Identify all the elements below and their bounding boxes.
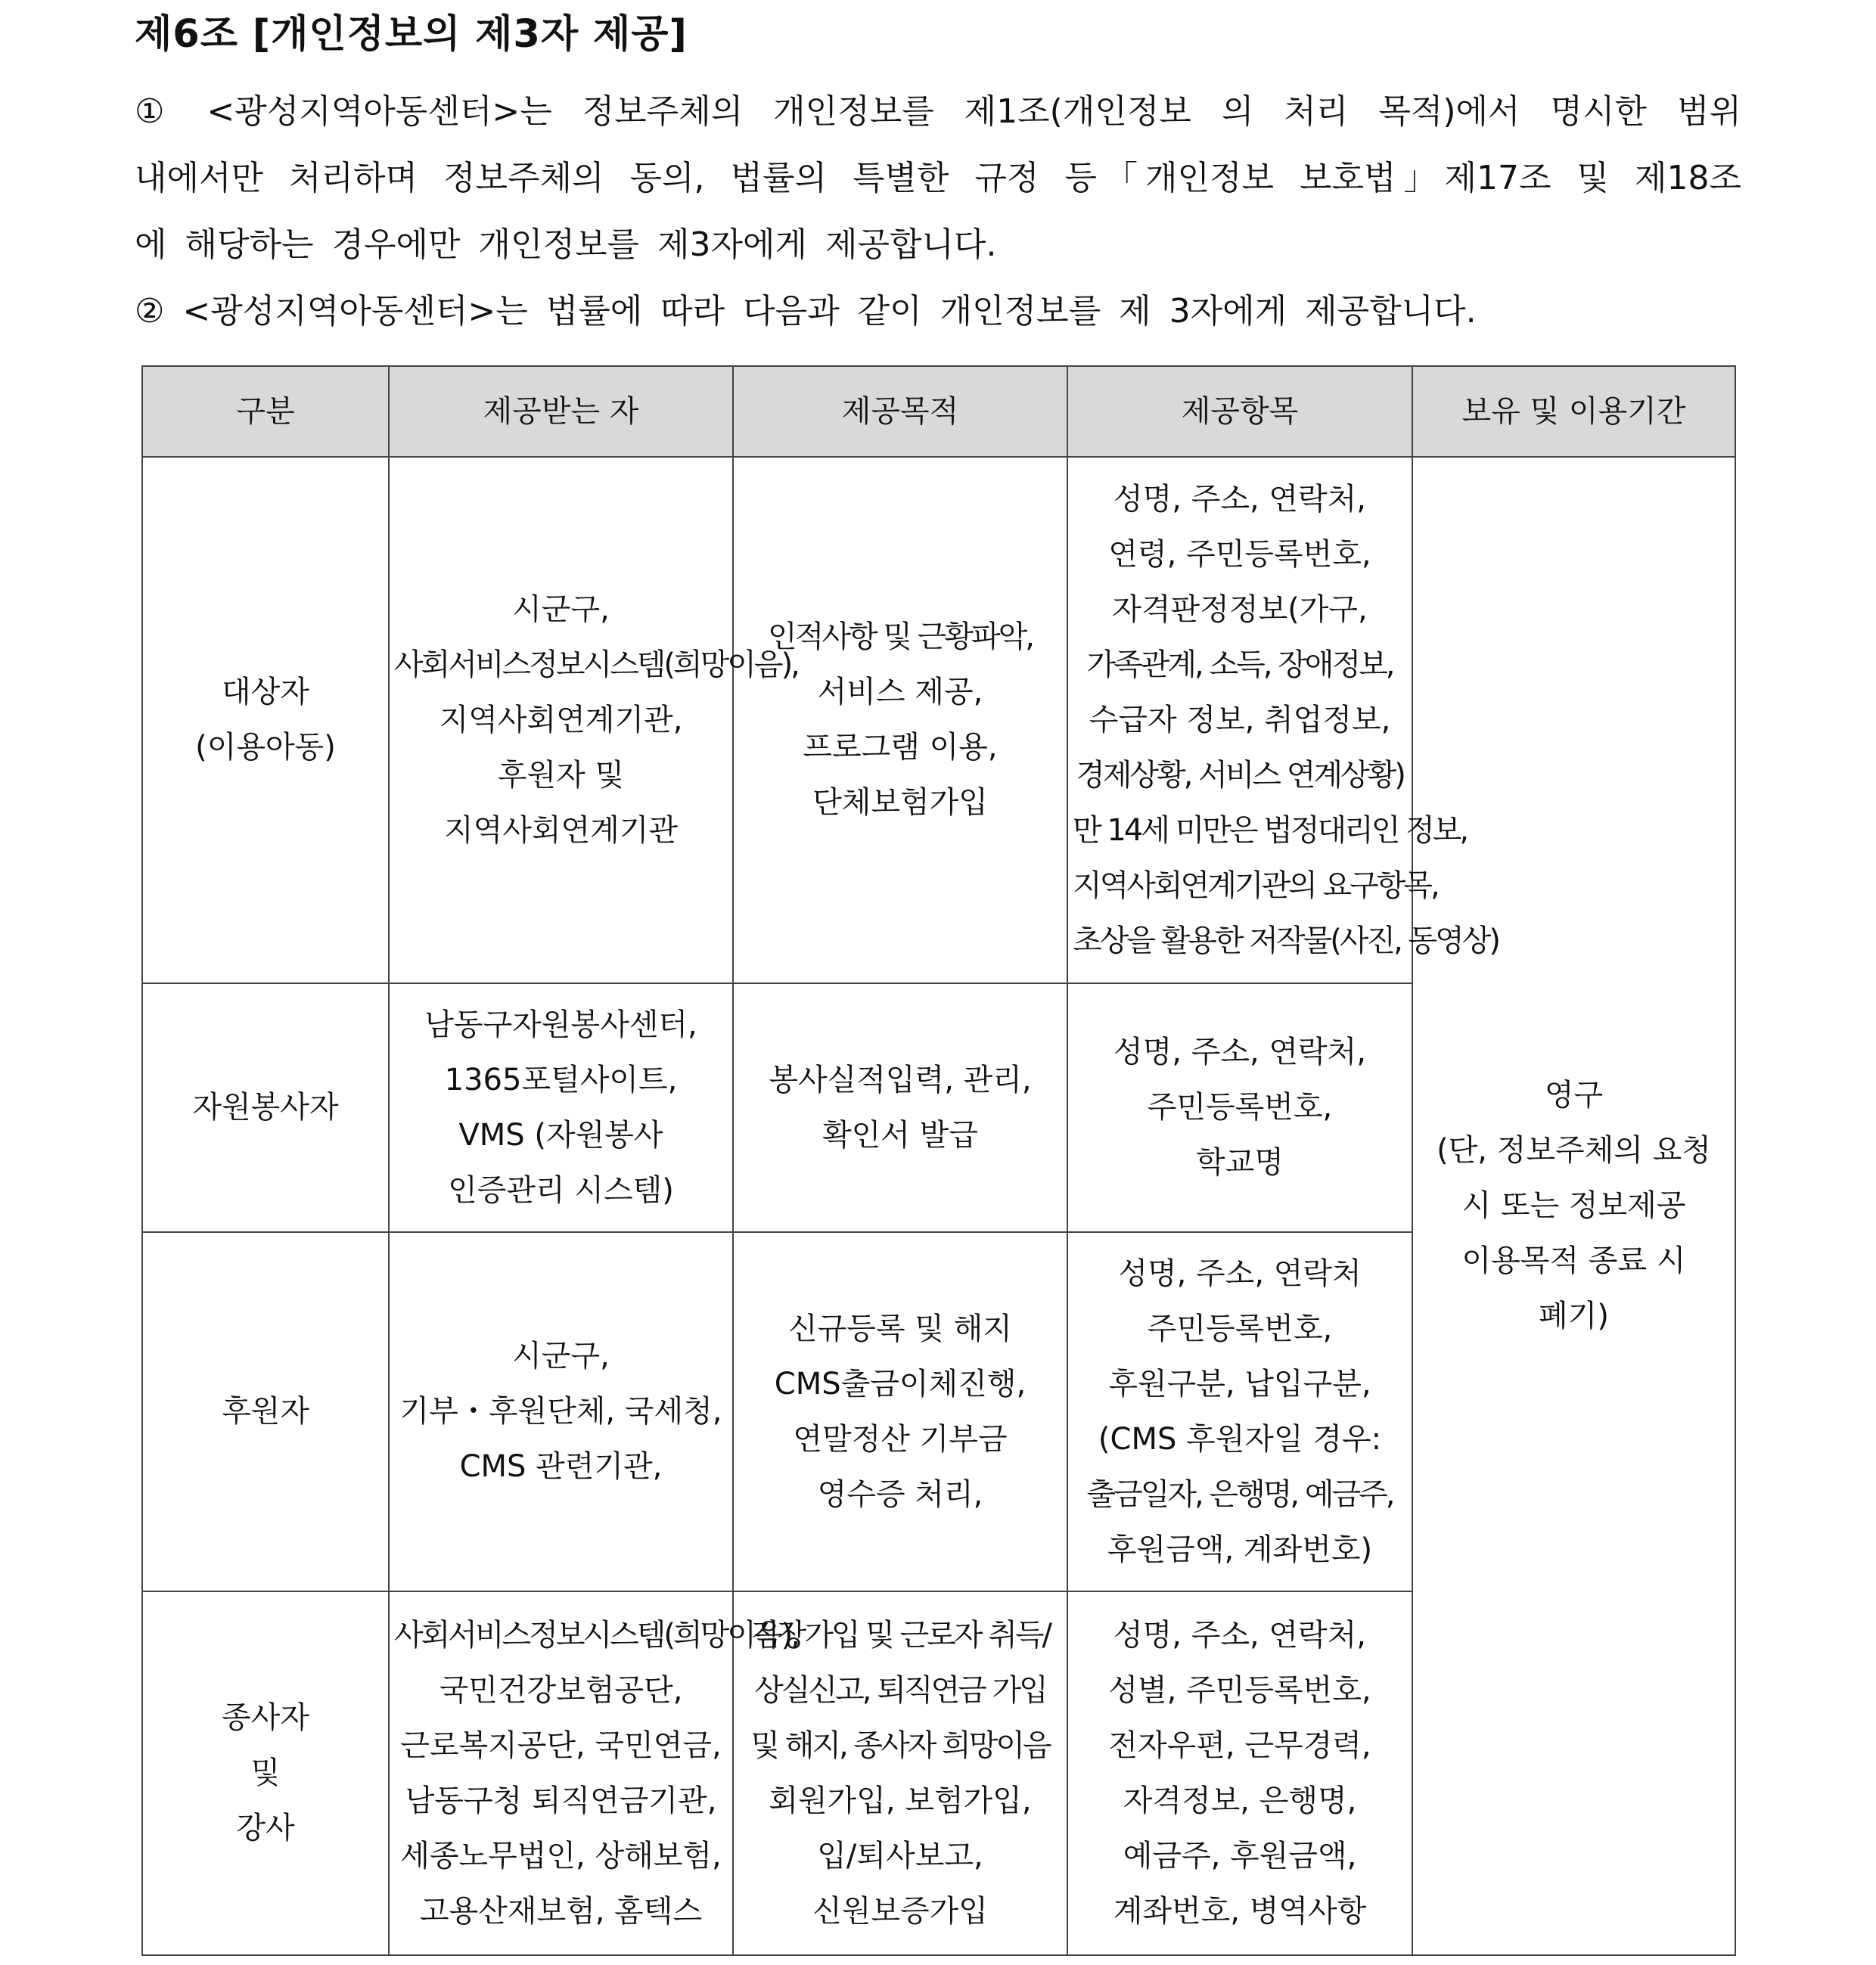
cell-purposes [733,457,1067,983]
header-purpose: 제공목적 [733,366,1067,457]
cell-purposes [733,1591,1067,1955]
cell-line: 프로그램 이용, [803,730,998,765]
cell-line: (CMS 후원자일 경우: [1098,1421,1382,1457]
cell-line: 단체보험가입 [812,785,988,820]
cell-line: 후원구분, 납입구분, [1108,1366,1371,1402]
cell-line: CMS 관련기관, [459,1449,663,1484]
cell-line: 폐기) [1539,1299,1609,1333]
cell-line: 남동구청 퇴직연금기관, [405,1783,717,1818]
paragraph-1-line-2: 내에서만 처리하며 정보주체의 동의, 법률의 특별한 규정 등「개인정보 보호법」제17조 및 제18조 [135,159,1741,197]
cell-line: 기부・후원단체, 국세청, [399,1394,722,1429]
cell-line: 자격정보, 은행명, [1123,1783,1357,1818]
cell-line: 서비스 제공, [817,675,983,709]
cell-line: 지역사회연계기관 [443,812,679,848]
cell-line: 세종노무법인, 상해보험, [400,1838,722,1873]
cell-line: 학교명 [1196,1145,1284,1180]
cell-items [1067,457,1499,983]
table-header-row [142,366,1735,457]
cell-line: 성명, 주소, 연락처, [1113,481,1367,517]
cell-line: 입/퇴사보고, [817,1838,983,1873]
cell-line: (단, 정보주체의 요청 [1437,1133,1711,1168]
cell-category [142,1232,389,1591]
cell-items [1067,1232,1412,1591]
cell-line: 연말정산 기부금 [793,1421,1008,1457]
cell-items [1067,1591,1412,1955]
cell-category [142,457,389,983]
cell-line: 남동구자원봉사센터, [424,1007,697,1042]
cell-line: 성명, 주소, 연락처, [1113,1035,1367,1069]
cell-line: 성명, 주소, 연락처 [1118,1256,1362,1291]
cell-line: 및 해지, 종사자 희망이음 [750,1728,1050,1763]
cell-line: 초상을 활용한 저작물(사진, 동영상) [1073,923,1499,958]
cell-line: 만 14세 미만은 법정대리인 정보, [1073,812,1468,848]
cell-purposes [733,983,1067,1232]
header-items: 제공항목 [1067,366,1412,457]
cell-retention [1412,457,1735,1955]
cell-category [142,983,389,1232]
cell-line: 출금일자, 은행명, 예금주, [1086,1476,1393,1512]
cell-line: 및 [250,1755,281,1790]
cell-line: 사회서비스정보시스템(희망이음), [394,647,798,682]
cell-line: 주민등록번호, [1147,1090,1333,1125]
cell-line: 주민등록번호, [1147,1311,1333,1346]
cell-line: 강사 [236,1811,295,1845]
cell-line: 자격판정정보(가구, [1112,591,1368,627]
cell-recipients [389,1232,733,1591]
cell-line: 예금주, 후원금액, [1123,1838,1357,1873]
cell-line: (이용아동) [195,730,336,765]
cell-line: 신원보증가입 [812,1893,988,1929]
cell-line: 가족관계, 소득, 장애정보, [1086,647,1393,682]
cell-line: 직장가입 및 근로자 취득/ [750,1617,1051,1653]
cell-line: 인증관리 시스템) [448,1172,674,1208]
paragraph-1-line-1: ① <광성지역아동센터>는 정보주체의 개인정보를 제1조(개인정보 의 처리 목적)에서 명시한 범위 [135,92,1741,131]
cell-recipients [389,983,733,1232]
cell-line: CMS출금이체진행, [774,1366,1027,1402]
cell-line: 성별, 주민등록번호, [1108,1672,1371,1708]
cell-category [142,1591,389,1955]
cell-line: 시 또는 정보제공 [1461,1188,1686,1223]
cell-items [1067,983,1412,1232]
cell-line: 지역사회연계기관, [439,702,683,737]
cell-purposes [733,1232,1067,1591]
cell-line: 시군구, [512,1339,610,1374]
cell-line: 성명, 주소, 연락처, [1113,1617,1367,1653]
cell-line: 전자우편, 근무경력, [1108,1728,1371,1763]
cell-line: 자원봉사자 [192,1090,339,1125]
cell-line: 봉사실적입력, 관리, [769,1062,1032,1097]
header-recipient: 제공받는 자 [389,366,733,457]
cell-line: 대상자 [222,675,309,709]
table-row [142,457,1735,983]
header-category: 구분 [142,366,389,457]
cell-line: 신규등록 및 해지 [788,1311,1012,1346]
third-party-provision-table [141,365,1736,1956]
cell-line: 시군구, [512,591,610,627]
cell-line: 인적사항 및 근황파악, [768,619,1033,654]
cell-recipients [389,1591,798,1955]
cell-line: 확인서 발급 [822,1117,978,1153]
cell-line: 종사자 [222,1700,309,1735]
cell-line: 상실신고, 퇴직연금 가입 [754,1672,1046,1708]
cell-line: 회원가입, 보험가입, [769,1783,1032,1818]
cell-line: 수급자 정보, 취업정보, [1089,702,1391,737]
cell-recipients [389,457,798,983]
cell-line: 영구 [1544,1078,1604,1113]
cell-line: 경제상황, 서비스 연계상황) [1076,757,1404,793]
cell-line: 계좌번호, 병역사항 [1113,1893,1367,1929]
cell-line: VMS (자원봉사 [458,1117,663,1153]
cell-line: 후원자 및 [497,757,625,793]
cell-line: 1365포털사이트, [444,1062,678,1097]
cell-line: 영수증 처리, [817,1476,983,1512]
cell-line: 고용산재보험, 홈텍스 [419,1893,703,1929]
cell-line: 지역사회연계기관의 요구항목, [1073,868,1438,903]
header-retention: 보유 및 이용기간 [1412,366,1735,457]
cell-line: 근로복지공단, 국민연금, [400,1728,722,1763]
cell-line: 후원자 [222,1394,309,1429]
article-title: 제6조 [개인정보의 제3자 제공] [135,12,688,57]
cell-line: 사회서비스정보시스템(희망이음), [394,1617,798,1653]
cell-line: 국민건강보험공단, [439,1672,683,1708]
cell-line: 후원금액, 계좌번호) [1107,1532,1373,1567]
paragraph-1-line-3: 에 해당하는 경우에만 개인정보를 제3자에게 제공합니다. [135,225,997,264]
cell-line: 연령, 주민등록번호, [1108,536,1371,572]
cell-line: 이용목적 종료 시 [1461,1243,1686,1278]
paragraph-2: ② <광성지역아동센터>는 법률에 따라 다음과 같이 개인정보를 제 3자에게 제공합니다. [135,292,1477,331]
